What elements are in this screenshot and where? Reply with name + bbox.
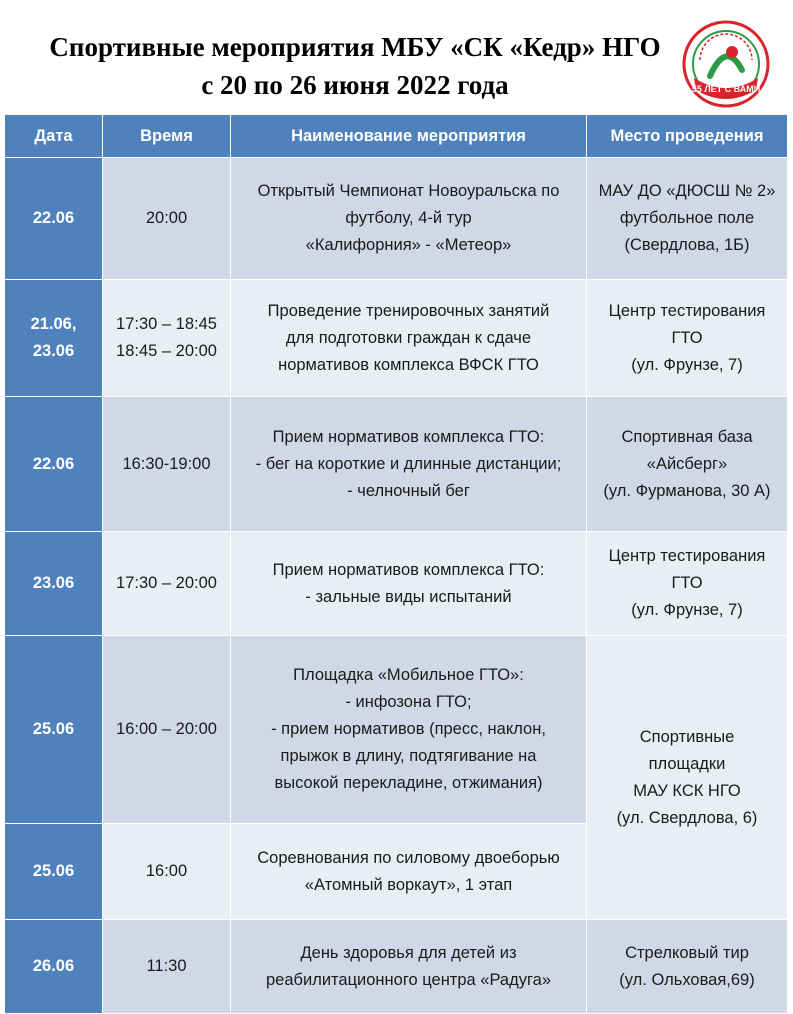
header-time: Время — [103, 115, 231, 158]
club-logo-icon — [682, 20, 770, 108]
event-cell: Проведение тренировочных занятий для подготовки граждан к сдаче нормативов комплекса ВФСК ГТО — [231, 280, 587, 397]
table-row — [5, 280, 788, 397]
date-cell: 25.06 — [5, 824, 103, 920]
header-row — [5, 115, 788, 158]
date-cell: 25.06 — [5, 636, 103, 824]
event-cell: Соревнования по силовому двоеборью «Атомный воркаут», 1 этап — [231, 824, 587, 920]
place-cell: Стрелковый тир (ул. Ольховая,69) — [587, 920, 788, 1014]
place-cell: Центр тестирования ГТО (ул. Фрунзе, 7) — [587, 280, 788, 397]
table-row — [5, 158, 788, 280]
place-cell: Спортивные площадки МАУ КСК НГО (ул. Свердлова, 6) — [587, 636, 788, 920]
events-table — [4, 114, 788, 1014]
header-place: Место проведения — [587, 115, 788, 158]
table-row — [5, 636, 788, 824]
event-cell: Площадка «Мобильное ГТО»: - инфозона ГТО; - прием нормативов (пресс, наклон, прыжок в длину, подтягивание на высокой перекладине, отжимания) — [231, 636, 587, 824]
svg-text:55 ЛЕТ С ВАМИ: 55 ЛЕТ С ВАМИ — [691, 84, 761, 94]
date-cell: 26.06 — [5, 920, 103, 1014]
date-cell: 21.06, 23.06 — [5, 280, 103, 397]
time-cell: 17:30 – 18:45 18:45 – 20:00 — [103, 280, 231, 397]
table-row — [5, 920, 788, 1014]
place-cell: Спортивная база «Айсберг» (ул. Фурманова, 30 А) — [587, 397, 788, 532]
header-date: Дата — [5, 115, 103, 158]
time-cell: 16:00 – 20:00 — [103, 636, 231, 824]
page-title — [0, 28, 710, 104]
place-cell: МАУ ДО «ДЮСШ № 2» футбольное поле (Свердлова, 1Б) — [587, 158, 788, 280]
time-cell: 16:00 — [103, 824, 231, 920]
date-cell: 22.06 — [5, 158, 103, 280]
table-row — [5, 532, 788, 636]
event-cell: Открытый Чемпионат Новоуральска по футболу, 4-й тур «Калифорния» - «Метеор» — [231, 158, 587, 280]
date-cell: 22.06 — [5, 397, 103, 532]
title-line-2: с 20 по 26 июня 2022 года — [201, 70, 509, 100]
time-cell: 11:30 — [103, 920, 231, 1014]
event-cell: Прием нормативов комплекса ГТО: - бег на короткие и длинные дистанции; - челночный бег — [231, 397, 587, 532]
title-line-1: Спортивные мероприятия МБУ «СК «Кедр» НГО — [49, 32, 661, 62]
time-cell: 16:30-19:00 — [103, 397, 231, 532]
time-cell: 20:00 — [103, 158, 231, 280]
event-cell: Прием нормативов комплекса ГТО: - зальные виды испытаний — [231, 532, 587, 636]
header-event: Наименование мероприятия — [231, 115, 587, 158]
event-cell: День здоровья для детей из реабилитационного центра «Радуга» — [231, 920, 587, 1014]
place-cell: Центр тестирования ГТО (ул. Фрунзе, 7) — [587, 532, 788, 636]
date-cell: 23.06 — [5, 532, 103, 636]
table-row — [5, 397, 788, 532]
time-cell: 17:30 – 20:00 — [103, 532, 231, 636]
